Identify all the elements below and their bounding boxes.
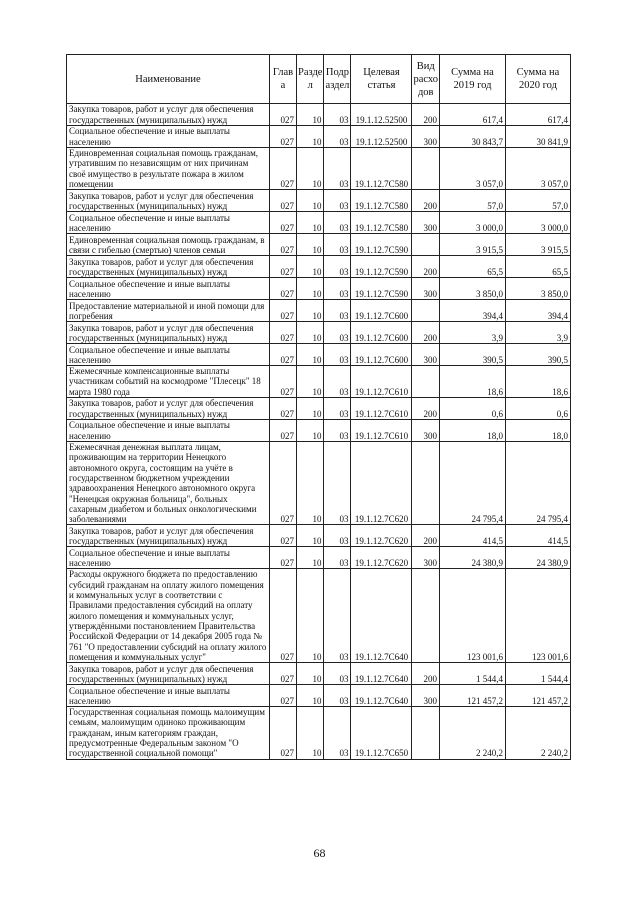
cell-target: 19.1.12.7С590 <box>351 256 412 278</box>
table-row <box>67 126 571 148</box>
cell-sum-2020: 65,5 <box>506 256 571 278</box>
header-target: Целевая статья <box>351 55 412 104</box>
cell-sum-2020: 3 850,0 <box>506 278 571 300</box>
cell-sum-2020: 414,5 <box>506 525 571 547</box>
cell-sum-2019: 123 001,6 <box>440 569 506 663</box>
cell-name: Социальное обеспечение и иные выплаты населению <box>67 212 270 234</box>
cell-target: 19.1.12.7С610 <box>351 366 412 398</box>
cell-razdel: 10 <box>297 398 324 420</box>
cell-razdel: 10 <box>297 663 324 685</box>
cell-vid: 300 <box>412 547 440 569</box>
header-sum-2020: Сумма на 2020 год <box>506 55 571 104</box>
cell-sum-2019: 3,9 <box>440 322 506 344</box>
cell-sum-2019: 3 850,0 <box>440 278 506 300</box>
cell-razdel: 10 <box>297 256 324 278</box>
cell-vid: 300 <box>412 420 440 442</box>
cell-name: Ежемесячные компенсационные выплаты участникам событий на космодроме "Плесецк" 18 марта 1980 года <box>67 366 270 398</box>
cell-target: 19.1.12.7С580 <box>351 212 412 234</box>
cell-sum-2020: 30 841,9 <box>506 126 571 148</box>
cell-sum-2019: 3 057,0 <box>440 148 506 190</box>
cell-target: 19.1.12.7С650 <box>351 707 412 759</box>
cell-sum-2020: 121 457,2 <box>506 685 571 707</box>
cell-podrazdel: 03 <box>324 256 351 278</box>
cell-glava: 027 <box>270 398 297 420</box>
cell-sum-2020: 0,6 <box>506 398 571 420</box>
cell-vid <box>412 234 440 256</box>
cell-sum-2020: 394,4 <box>506 300 571 322</box>
cell-razdel: 10 <box>297 442 324 525</box>
header-podrazdel: Подр аздел <box>324 55 351 104</box>
cell-target: 19.1.12.7С620 <box>351 525 412 547</box>
page-number: 68 <box>313 846 326 860</box>
cell-target: 19.1.12.7С590 <box>351 234 412 256</box>
cell-podrazdel: 03 <box>324 685 351 707</box>
cell-sum-2020: 3 057,0 <box>506 148 571 190</box>
cell-sum-2020: 390,5 <box>506 344 571 366</box>
cell-podrazdel: 03 <box>324 344 351 366</box>
table-row <box>67 366 571 398</box>
table-row <box>67 707 571 759</box>
cell-razdel: 10 <box>297 547 324 569</box>
cell-glava: 027 <box>270 685 297 707</box>
table-row <box>67 442 571 525</box>
cell-sum-2019: 390,5 <box>440 344 506 366</box>
cell-name: Закупка товаров, работ и услуг для обеспечения государственных (муниципальных) нужд <box>67 104 270 126</box>
table-row <box>67 663 571 685</box>
table-row <box>67 104 571 126</box>
table-row <box>67 278 571 300</box>
table-row <box>67 234 571 256</box>
cell-vid <box>412 442 440 525</box>
cell-sum-2019: 18,0 <box>440 420 506 442</box>
cell-name: Единовременная социальная помощь гражданам, утратившим по независящим от них причинам своё имущество в результате пожара в жилом помещении <box>67 148 270 190</box>
table-row <box>67 344 571 366</box>
cell-sum-2019: 3 000,0 <box>440 212 506 234</box>
cell-target: 19.1.12.7С610 <box>351 420 412 442</box>
cell-sum-2019: 24 380,9 <box>440 547 506 569</box>
cell-glava: 027 <box>270 126 297 148</box>
cell-glava: 027 <box>270 212 297 234</box>
cell-sum-2020: 18,6 <box>506 366 571 398</box>
cell-glava: 027 <box>270 278 297 300</box>
cell-vid: 200 <box>412 256 440 278</box>
cell-target: 19.1.12.52500 <box>351 104 412 126</box>
cell-vid: 300 <box>412 685 440 707</box>
table-row <box>67 569 571 663</box>
table-row <box>67 190 571 212</box>
cell-podrazdel: 03 <box>324 442 351 525</box>
table-row <box>67 212 571 234</box>
cell-podrazdel: 03 <box>324 104 351 126</box>
cell-glava: 027 <box>270 322 297 344</box>
header-vid: Вид расхо дов <box>412 55 440 104</box>
table-row <box>67 525 571 547</box>
cell-podrazdel: 03 <box>324 663 351 685</box>
cell-podrazdel: 03 <box>324 190 351 212</box>
cell-target: 19.1.12.7С640 <box>351 569 412 663</box>
cell-razdel: 10 <box>297 569 324 663</box>
cell-razdel: 10 <box>297 344 324 366</box>
cell-podrazdel: 03 <box>324 300 351 322</box>
cell-podrazdel: 03 <box>324 525 351 547</box>
cell-razdel: 10 <box>297 525 324 547</box>
cell-razdel: 10 <box>297 366 324 398</box>
cell-sum-2020: 617,4 <box>506 104 571 126</box>
cell-podrazdel: 03 <box>324 366 351 398</box>
cell-name: Государственная социальная помощь малоимущим семьям, малоимущим одиноко проживающим гражданам, иным категориям граждан, предусмотренные Федеральным законом "О государственной социальной помощи" <box>67 707 270 759</box>
cell-vid <box>412 148 440 190</box>
cell-vid: 200 <box>412 190 440 212</box>
header-razdel: Разде л <box>297 55 324 104</box>
cell-podrazdel: 03 <box>324 547 351 569</box>
cell-glava: 027 <box>270 547 297 569</box>
cell-target: 19.1.12.7С640 <box>351 685 412 707</box>
cell-sum-2020: 24 380,9 <box>506 547 571 569</box>
cell-sum-2019: 1 544,4 <box>440 663 506 685</box>
cell-name: Закупка товаров, работ и услуг для обеспечения государственных (муниципальных) нужд <box>67 256 270 278</box>
cell-podrazdel: 03 <box>324 569 351 663</box>
budget-table <box>66 54 571 760</box>
cell-sum-2019: 0,6 <box>440 398 506 420</box>
cell-name: Социальное обеспечение и иные выплаты населению <box>67 344 270 366</box>
cell-name: Социальное обеспечение и иные выплаты населению <box>67 685 270 707</box>
cell-name: Социальное обеспечение и иные выплаты населению <box>67 278 270 300</box>
cell-name: Предоставление материальной и иной помощи для погребения <box>67 300 270 322</box>
table-row <box>67 685 571 707</box>
cell-sum-2020: 3 000,0 <box>506 212 571 234</box>
cell-vid: 300 <box>412 278 440 300</box>
cell-glava: 027 <box>270 663 297 685</box>
cell-razdel: 10 <box>297 322 324 344</box>
cell-sum-2019: 394,4 <box>440 300 506 322</box>
cell-sum-2020: 24 795,4 <box>506 442 571 525</box>
cell-glava: 027 <box>270 442 297 525</box>
cell-target: 19.1.12.7С580 <box>351 190 412 212</box>
header-name: Наименование <box>67 55 270 104</box>
cell-razdel: 10 <box>297 300 324 322</box>
cell-sum-2020: 2 240,2 <box>506 707 571 759</box>
cell-sum-2020: 18,0 <box>506 420 571 442</box>
cell-glava: 027 <box>270 569 297 663</box>
cell-glava: 027 <box>270 420 297 442</box>
cell-glava: 027 <box>270 104 297 126</box>
cell-sum-2020: 123 001,6 <box>506 569 571 663</box>
table-row <box>67 256 571 278</box>
cell-sum-2019: 414,5 <box>440 525 506 547</box>
cell-razdel: 10 <box>297 148 324 190</box>
cell-name: Закупка товаров, работ и услуг для обеспечения государственных (муниципальных) нужд <box>67 322 270 344</box>
cell-glava: 027 <box>270 190 297 212</box>
cell-target: 19.1.12.7С580 <box>351 148 412 190</box>
table-row <box>67 420 571 442</box>
cell-vid: 300 <box>412 212 440 234</box>
cell-vid: 200 <box>412 104 440 126</box>
cell-sum-2019: 121 457,2 <box>440 685 506 707</box>
cell-glava: 027 <box>270 366 297 398</box>
table-row <box>67 322 571 344</box>
cell-sum-2019: 3 915,5 <box>440 234 506 256</box>
cell-podrazdel: 03 <box>324 278 351 300</box>
cell-podrazdel: 03 <box>324 420 351 442</box>
cell-name: Ежемесячная денежная выплата лицам, проживающим на территории Ненецкого автономного округа, состоящим на учёте в государственном бюджетном учреждении здравоохранения Ненецкого автономного округа "Ненецкая окружная больница", больных сахарным диабетом и больных онкологическими заболеваниями <box>67 442 270 525</box>
cell-glava: 027 <box>270 525 297 547</box>
cell-glava: 027 <box>270 344 297 366</box>
cell-vid: 300 <box>412 344 440 366</box>
cell-glava: 027 <box>270 707 297 759</box>
header-row <box>67 55 571 104</box>
cell-sum-2019: 30 843,7 <box>440 126 506 148</box>
cell-target: 19.1.12.7С620 <box>351 547 412 569</box>
cell-target: 19.1.12.7С640 <box>351 663 412 685</box>
cell-glava: 027 <box>270 300 297 322</box>
cell-sum-2019: 24 795,4 <box>440 442 506 525</box>
cell-vid: 200 <box>412 525 440 547</box>
cell-name: Расходы окружного бюджета по предоставлению субсидий гражданам на оплату жилого помещения и коммунальных услуг в соответствии с Правилами предоставления субсидий на оплату жилого помещения и коммунальных услуг, утверждёнными постановлением Правительства Российской Федерации от 14 декабря 2005 года № 761 "О предоставлении субсидий на оплату жилого помещения и коммунальных услуг" <box>67 569 270 663</box>
cell-podrazdel: 03 <box>324 707 351 759</box>
cell-target: 19.1.12.7С620 <box>351 442 412 525</box>
cell-razdel: 10 <box>297 685 324 707</box>
header-sum-2019: Сумма на 2019 год <box>440 55 506 104</box>
cell-razdel: 10 <box>297 190 324 212</box>
cell-razdel: 10 <box>297 104 324 126</box>
table-row <box>67 547 571 569</box>
cell-name: Единовременная социальная помощь гражданам, в связи с гибелью (смертью) членов семьи <box>67 234 270 256</box>
cell-razdel: 10 <box>297 707 324 759</box>
cell-vid <box>412 707 440 759</box>
cell-sum-2019: 617,4 <box>440 104 506 126</box>
cell-target: 19.1.12.7С600 <box>351 344 412 366</box>
cell-target: 19.1.12.52500 <box>351 126 412 148</box>
header-glava: Глав а <box>270 55 297 104</box>
cell-vid <box>412 569 440 663</box>
cell-podrazdel: 03 <box>324 398 351 420</box>
cell-razdel: 10 <box>297 278 324 300</box>
cell-podrazdel: 03 <box>324 234 351 256</box>
cell-glava: 027 <box>270 148 297 190</box>
cell-sum-2020: 1 544,4 <box>506 663 571 685</box>
cell-sum-2019: 65,5 <box>440 256 506 278</box>
cell-name: Социальное обеспечение и иные выплаты населению <box>67 126 270 148</box>
cell-name: Закупка товаров, работ и услуг для обеспечения государственных (муниципальных) нужд <box>67 398 270 420</box>
cell-razdel: 10 <box>297 234 324 256</box>
cell-vid <box>412 300 440 322</box>
cell-name: Социальное обеспечение и иные выплаты населению <box>67 420 270 442</box>
cell-sum-2020: 3,9 <box>506 322 571 344</box>
cell-sum-2020: 57,0 <box>506 190 571 212</box>
table-row <box>67 398 571 420</box>
cell-podrazdel: 03 <box>324 322 351 344</box>
cell-glava: 027 <box>270 234 297 256</box>
cell-glava: 027 <box>270 256 297 278</box>
cell-podrazdel: 03 <box>324 148 351 190</box>
cell-podrazdel: 03 <box>324 126 351 148</box>
cell-vid <box>412 366 440 398</box>
cell-sum-2020: 3 915,5 <box>506 234 571 256</box>
table-row <box>67 148 571 190</box>
cell-sum-2019: 18,6 <box>440 366 506 398</box>
cell-target: 19.1.12.7С610 <box>351 398 412 420</box>
cell-sum-2019: 57,0 <box>440 190 506 212</box>
cell-vid: 300 <box>412 126 440 148</box>
table-row <box>67 300 571 322</box>
cell-podrazdel: 03 <box>324 212 351 234</box>
cell-razdel: 10 <box>297 212 324 234</box>
cell-name: Закупка товаров, работ и услуг для обеспечения государственных (муниципальных) нужд <box>67 525 270 547</box>
cell-vid: 200 <box>412 398 440 420</box>
cell-vid: 200 <box>412 322 440 344</box>
cell-sum-2019: 2 240,2 <box>440 707 506 759</box>
cell-name: Закупка товаров, работ и услуг для обеспечения государственных (муниципальных) нужд <box>67 190 270 212</box>
cell-razdel: 10 <box>297 126 324 148</box>
cell-razdel: 10 <box>297 420 324 442</box>
cell-target: 19.1.12.7С590 <box>351 278 412 300</box>
cell-target: 19.1.12.7С600 <box>351 300 412 322</box>
cell-target: 19.1.12.7С600 <box>351 322 412 344</box>
cell-vid: 200 <box>412 663 440 685</box>
cell-name: Закупка товаров, работ и услуг для обеспечения государственных (муниципальных) нужд <box>67 663 270 685</box>
cell-name: Социальное обеспечение и иные выплаты населению <box>67 547 270 569</box>
